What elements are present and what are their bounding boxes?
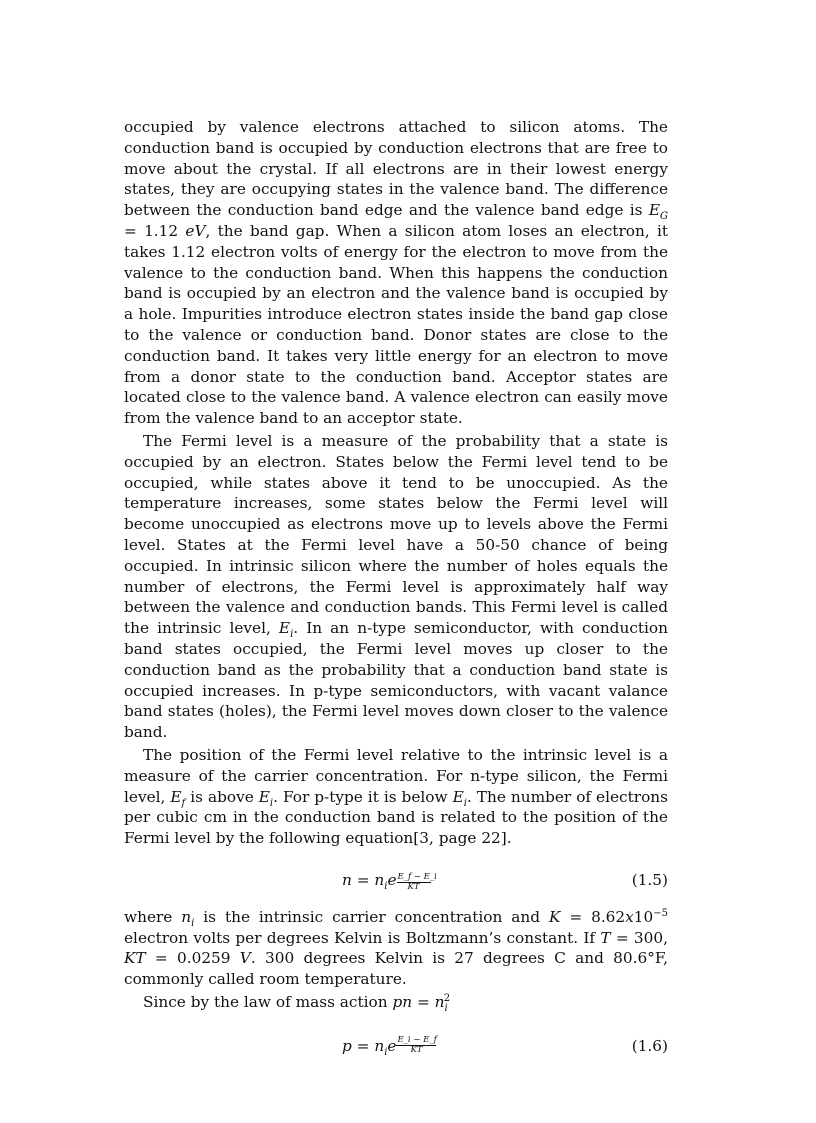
math-var: x [625,907,634,926]
paragraph-boltzmann [124,907,668,990]
math-sub: i [191,917,195,929]
equation-lhs: n = n [342,870,385,889]
paragraph-carrier-concentration [124,745,668,849]
math-var: KT [124,949,146,968]
text-run: . In an n-type semiconductor, with conduction band states occupied, the Fermi level moves up closer to the conduction band as the probability that a conduction band state is occupied increases. In p-type semiconductors, with vacant valance band states (holes), the Fermi level moves down closer to the valence band. [124,619,668,742]
equation-sub: i [384,1046,388,1058]
math-var: E [452,787,464,806]
math-var: E [170,787,182,806]
text-run: = 300, [610,928,668,947]
text-run: where [124,907,182,926]
text-run: 10 [633,907,654,926]
math-sup: 2 [443,992,451,1004]
math-var: E [258,787,270,806]
equation-expression [342,1034,437,1058]
exponent-numerator: E_f − E_i [397,871,437,882]
equation-lhs: p = n [342,1036,385,1055]
math-sub: i [444,1003,448,1015]
math-var: E [648,201,660,220]
equation-number: (1.6) [631,1036,668,1055]
text-run: The Fermi level is a measure of the probability that a state is occupied by an electron. States below the Fermi level tend to be occupied, while states above it tend to be unoccupied. As the temperature increases, some states below the Fermi level will become unoccupied as electrons move up to levels above the Fermi level. States at the Fermi level have a 50-50 chance of being occupied. In intrinsic silicon where the number of holes equals the number of electrons, the Fermi level is approximately half way between the valence and conduction bands. This Fermi level is called the intrinsic level, [124,431,668,638]
equation-base: e [387,870,397,889]
text-run: occupied by valence electrons attached to silicon atoms. The conduction band is occupied by conduction electrons that are free to move about the crystal. If all electrons are in their lowest energy states, they are occupying states in the valence band. The difference between the conduction band edge and the valence band edge is [124,118,668,220]
equation-number: (1.5) [631,870,668,889]
paragraph-mass-action [124,992,668,1013]
text-run: = 1.12 [124,221,186,240]
math-sub: G [660,211,668,223]
text-run: . For p-type it is below [273,787,453,806]
text-run: = 8.62 [560,907,626,926]
math-var: eV [185,221,206,240]
text-run: , the band gap. When a silicon atom loses an electron, it takes 1.12 electron volts of energy for the electron to move from the valence to the conduction band. When this happens the conduction band is occupied by an electron and the valence band is occupied by a hole. Impurities introduce electron states inside the band gap close to the valence or conduction band. Donor states are close to the conduction band. It takes very little energy for an electron to move from a donor state to the conduction band. Acceptor states are located close to the valence band. A valence electron can easily move from the valence band to an acceptor state. [124,221,668,428]
equation-1-6 [124,1023,668,1067]
math-var: T [600,928,611,947]
exponent-denominator: KT [407,881,420,892]
page-body [124,117,668,1067]
math-sup: −5 [653,907,669,919]
math-var: n [434,993,445,1012]
equation-base: e [387,1036,397,1055]
math-var: E [278,619,291,638]
text-run: is above [185,787,259,806]
math-sub: i [290,629,294,641]
text-run: . The number of electrons per cubic cm in the conduction band is related to the position of the Fermi level by the following equation[3, page 22]. [124,787,668,848]
text-run: electron volts per degrees Kelvin is Boltzmann’s constant. If [124,928,601,947]
math-var: K [548,907,561,926]
text-run: . 300 degrees Kelvin is 27 degrees C and 80.6°F, commonly called room temperature. [124,949,668,989]
math-var: pn [392,993,413,1012]
equation-sub: i [384,880,388,892]
math-sub: i [463,797,467,809]
paragraph-band-structure [124,117,668,429]
text-run: = [412,993,435,1012]
math-sub: i [269,797,274,809]
text-run: The position of the Fermi level relative to the intrinsic level is a measure of the carrier concentration. For n-type silicon, the Fermi level, [124,745,668,806]
exponent-numerator: E_i − E_f [397,1034,437,1045]
exponent-denominator: KT [410,1044,423,1055]
text-run: Since by the law of mass action [143,993,393,1012]
equation-expression [342,870,437,892]
text-run: = 0.0259 [145,949,240,968]
text-run: is the intrinsic carrier concentration and [194,907,549,926]
math-var: n [181,907,192,926]
math-sub: f [181,797,186,809]
math-var: V [239,949,251,968]
paragraph-fermi-level [124,431,668,743]
equation-1-5 [124,857,668,901]
